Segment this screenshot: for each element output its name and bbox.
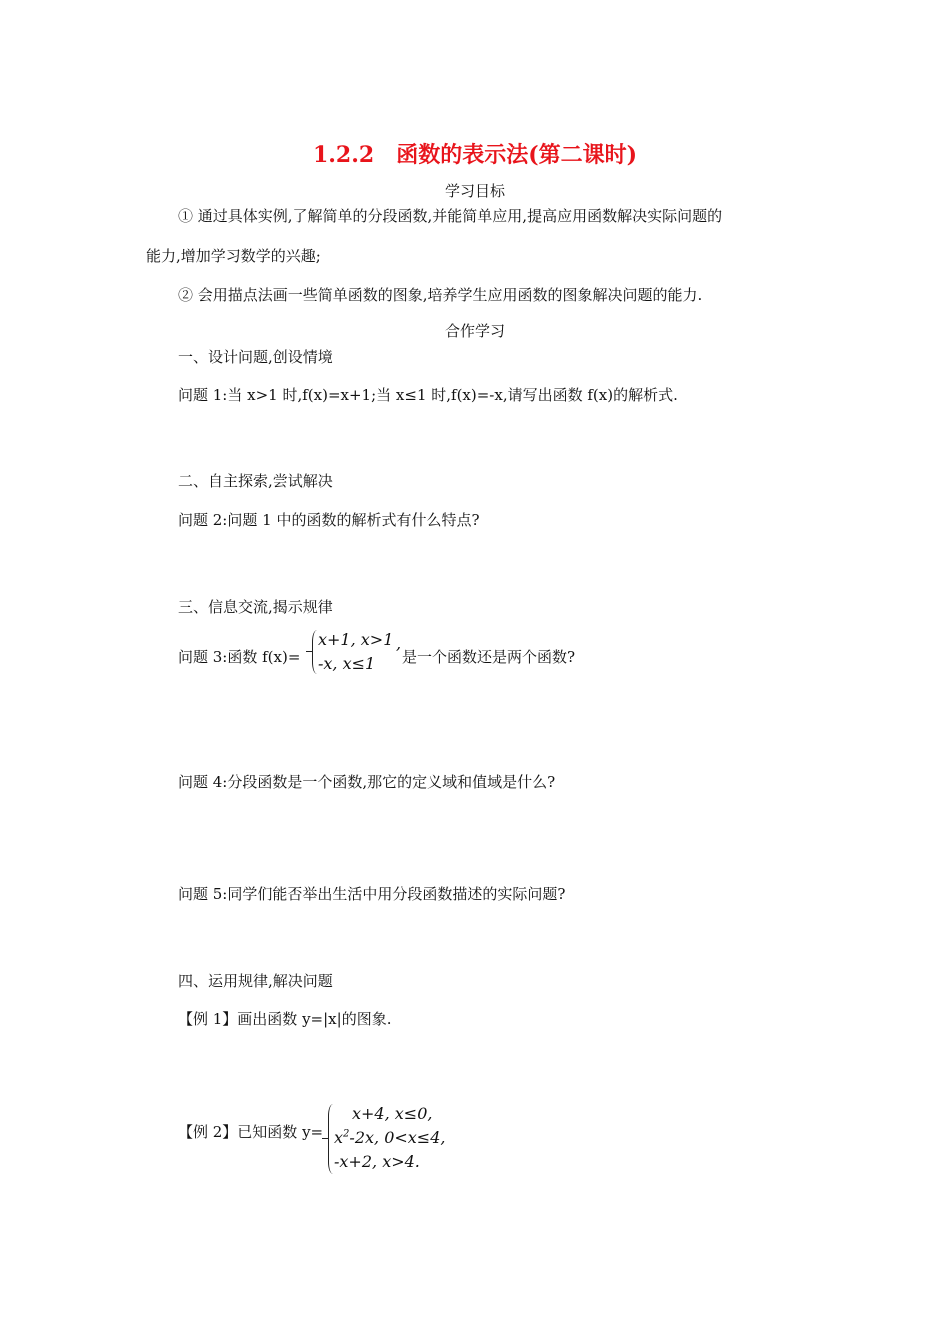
goal-item-2: ② 会用描点法画一些简单函数的图象,培养学生应用函数的图象解决问题的能力. (178, 286, 703, 304)
piecewise-brace-2 (328, 1104, 333, 1174)
question-3-case-1: x+1, x>1 (318, 630, 394, 649)
page-title: 1.2.2 函数的表示法(第二课时) (312, 142, 638, 168)
question-4: 问题 4:分段函数是一个函数,那它的定义域和值域是什么? (178, 773, 556, 791)
section-4-heading: 四、运用规律,解决问题 (178, 972, 333, 990)
section-2-heading: 二、自主探索,尝试解决 (178, 472, 333, 490)
question-3-comma: , (396, 634, 402, 653)
question-3-prefix: 问题 3:函数 f(x)= (178, 648, 301, 666)
example-2-case-3: -x+2, x>4. (334, 1152, 420, 1171)
question-1: 问题 1:当 x>1 时,f(x)=x+1;当 x≤1 时,f(x)=-x,请写出函数 f(x)的解析式. (178, 386, 678, 404)
question-3-suffix: 是一个函数还是两个函数? (402, 648, 576, 666)
question-5: 问题 5:同学们能否举出生活中用分段函数描述的实际问题? (178, 885, 566, 903)
goal-item-1-line-2: 能力,增加学习数学的兴趣; (146, 247, 321, 265)
example-1: 【例 1】画出函数 y=|x|的图象. (178, 1010, 392, 1028)
section-3-heading: 三、信息交流,揭示规律 (178, 598, 333, 616)
example-2-case-2: $x^2-2x$, 0<x≤4, (334, 1128, 446, 1147)
goals-heading: 学习目标 (444, 182, 505, 200)
piecewise-brace (312, 630, 317, 674)
example-2-case-1: x+4, x≤0, (352, 1104, 433, 1123)
section-1-heading: 一、设计问题,创设情境 (178, 348, 333, 366)
question-2: 问题 2:问题 1 中的函数的解析式有什么特点? (178, 511, 480, 529)
goal-item-1-line-1: ① 通过具体实例,了解简单的分段函数,并能简单应用,提高应用函数解决实际问题的 (178, 207, 723, 225)
question-3-case-2: -x, x≤1 (318, 654, 376, 673)
coop-heading: 合作学习 (444, 322, 505, 340)
example-2-prefix: 【例 2】已知函数 y= (178, 1123, 324, 1141)
